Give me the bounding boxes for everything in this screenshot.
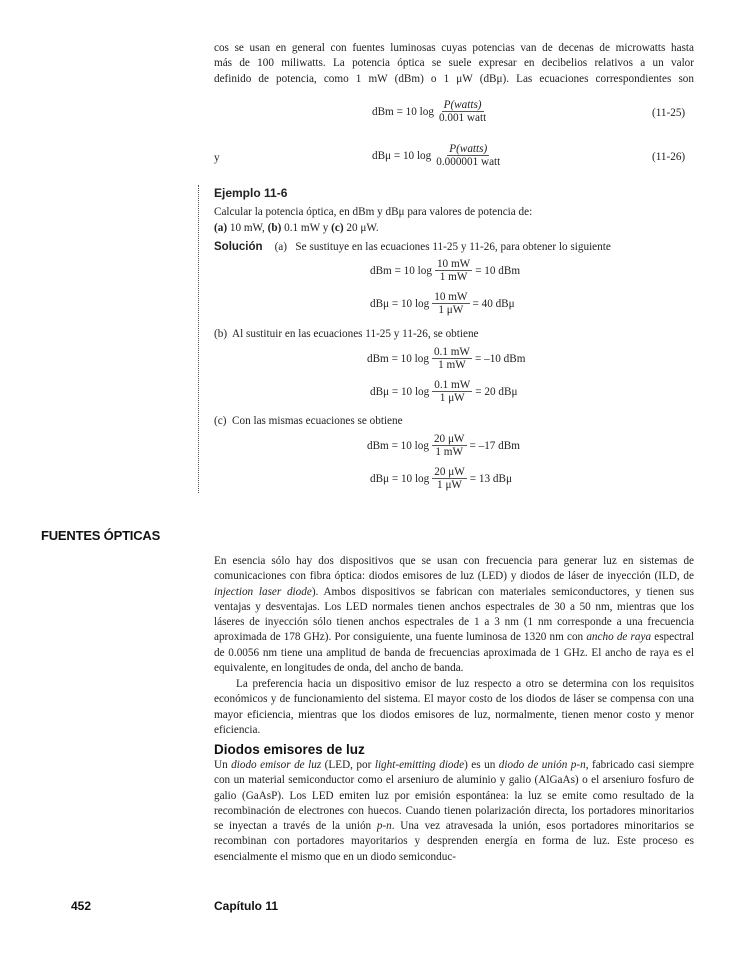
section-heading: FUENTES ÓPTICAS bbox=[41, 528, 161, 543]
solution-part-b: (b) Al sustituir en las ecuaciones 11-25 y 11-26, se obtiene bbox=[214, 328, 479, 340]
denominator: 0.000001 watt bbox=[436, 156, 501, 168]
page-number: 452 bbox=[71, 899, 92, 913]
example-b-equation-dbm: dBm = 10 log $\frac{0.1 mW}{1 mW}$ = –10 dBm bbox=[367, 346, 526, 371]
solution-part-c: (c) Con las mismas ecuaciones se obtiene bbox=[214, 415, 403, 427]
denominator: 0.001 watt bbox=[438, 112, 487, 124]
conjunction-y: y bbox=[214, 152, 220, 164]
example-a-equation-dbm: dBm = 10 log $\frac{10 mW}{1 mW}$ = 10 dBm bbox=[370, 258, 521, 283]
intro-line-1: cos se usan en general con fuentes luminosas cuyas potencias van de decenas de microwatts hasta bbox=[214, 42, 694, 54]
subsection-heading: Diodos emisores de luz bbox=[214, 742, 365, 757]
solution-part-a: Solución (a) Se sustituye en las ecuaciones 11-25 y 11-26, para obtener lo siguiente bbox=[214, 241, 611, 253]
numerator: P(watts) bbox=[449, 143, 488, 155]
equation-number-11-25: (11-25) bbox=[652, 107, 686, 119]
equation-number-11-26: (11-26) bbox=[652, 151, 686, 163]
example-statement: Calcular la potencia óptica, en dBm y dBμ para valores de potencia de: bbox=[214, 206, 533, 218]
fraction bbox=[437, 99, 488, 124]
example-margin-rule bbox=[198, 185, 200, 493]
example-a-equation-dbu: dBμ = 10 log $\frac{10 mW}{1 \mu W}$ = 40 dBμ bbox=[370, 291, 515, 316]
eq-mid: = 10 log bbox=[396, 105, 434, 118]
section-paragraph-1: En esencia sólo hay dos dispositivos que se usan con frecuencia para generar luz en sistemas de comunicaciones con fibra óptica: diodos emisores de luz (LED) y diodos de láser de inyección (ILD, de injection laser diode). Ambos dispositivos se fabrican con materiales semiconductores, y tienen sus ventajas y desventajas. Los LED normales tienen anchos espectrales de 30 a 50 nm, mientras que los láseres de inyección sólo tienen anchos espectrales de 1 a 3 nm (1 nm corresponde a una frecuencia aproximada de 178 GHz). Por consiguiente, una fuente luminosa de 1320 nm con ancho de raya espectral de 0.0056 nm tiene una amplitud de banda de frecuencias aproximada de 1 GHz. El ancho de raya es el equivalente, en longitudes de onda, del ancho de banda. bbox=[214, 555, 694, 675]
numerator: P(watts) bbox=[443, 99, 482, 111]
example-title: Ejemplo 11-6 bbox=[214, 186, 288, 200]
intro-paragraph bbox=[214, 41, 694, 87]
section-paragraph-2: La preferencia hacia un dispositivo emisor de luz respecto a otro se determina con los requisitos económicos y de funcionamiento del sistema. El mayor costo de los diodos de láser se compensa con una mayor eficiencia, mientras que los diodos emisores de luz, normalmente, tienen menor costo y menor eficiencia. bbox=[214, 678, 694, 736]
example-b-equation-dbu: dBμ = 10 log $\frac{0.1 mW}{1 \mu W}$ = 20 dBμ bbox=[370, 379, 518, 404]
example-values: (a) 10 mW, (b) 0.1 mW y (c) 20 μW. bbox=[214, 222, 379, 234]
chapter-label: Capítulo 11 bbox=[214, 899, 279, 913]
subsection-paragraph: Un diodo emisor de luz (LED, por light-emitting diode) es un diodo de unión p-n, fabricado casi siempre con un material semiconductor como el arseniuro de aluminio y galio (AlGaAs) o el arseniuro fosfuro de galio (GaAsP). Los LED emiten luz por emisión espontánea: la luz se emite como resultado de la recombinación de electrones con huecos. Cuando tienen polarización directa, los portadores minoritarios se inyectan a través de la unión p-n. Una vez atravesada la unión, esos portadores minoritarios se recombinan con portadores mayoritarios y desprenden energía en forma de luz. Este proceso es esencialmente el mismo que en un diodo semiconduc- bbox=[214, 759, 695, 863]
example-c-equation-dbu: dBμ = 10 log $\frac{20 \mu W}{1 \mu W}$ = 13 dBμ bbox=[370, 466, 512, 491]
intro-line-3: definido de potencia, como 1 mW (dBm) o 1 μW (dBμ). Las ecuaciones correspondientes son bbox=[214, 72, 694, 85]
equation-11-26 bbox=[372, 143, 505, 168]
eq-mid: = 10 log bbox=[393, 149, 432, 162]
eq-lhs: dBμ bbox=[372, 149, 392, 162]
eq-lhs: dBm bbox=[372, 105, 394, 118]
equation-11-25 bbox=[372, 99, 491, 124]
intro-line-2: más de 100 miliwatts. La potencia óptica se suele expresar en decibelios relativos a un valor bbox=[214, 57, 694, 70]
solution-label: Solución bbox=[214, 241, 263, 253]
example-c-equation-dbm: dBm = 10 log $\frac{20 \mu W}{1 mW}$ = –17 dBm bbox=[367, 433, 520, 458]
fraction bbox=[434, 143, 502, 168]
